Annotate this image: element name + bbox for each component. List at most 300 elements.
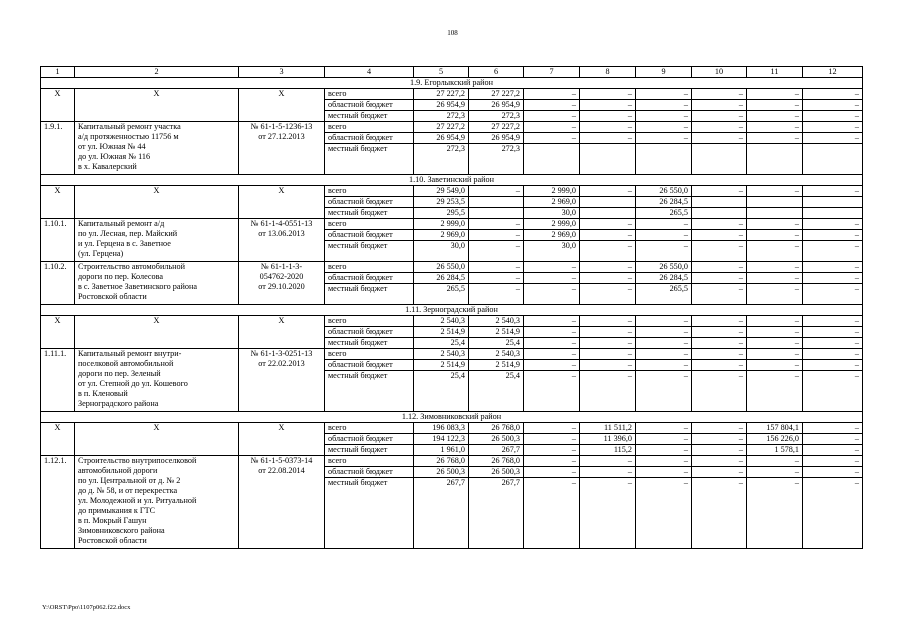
amount-cell: – [469, 262, 524, 273]
row-number: Х [41, 89, 75, 122]
amount-cell [803, 144, 863, 175]
row-number: Х [41, 316, 75, 349]
amount-cell: – [580, 327, 636, 338]
amount-cell: – [692, 89, 747, 100]
column-header: 3 [239, 67, 325, 78]
section-row [41, 412, 863, 423]
row-number: 1.12.1. [41, 456, 75, 549]
amount-cell: – [803, 89, 863, 100]
amount-cell: – [524, 316, 580, 327]
object-name: Капитальный ремонт а/д по ул. Лесная, пер. Майский и ул. Герцена в с. Заветное (ул. Герцена) [75, 219, 239, 262]
amount-cell: 2 540,3 [414, 349, 469, 360]
amount-cell: – [747, 262, 803, 273]
amount-cell: – [524, 478, 580, 549]
amount-cell: – [524, 111, 580, 122]
amount-cell: – [580, 284, 636, 305]
amount-cell [747, 197, 803, 208]
amount-cell: – [692, 445, 747, 456]
amount-cell: – [636, 434, 692, 445]
amount-cell: 267,7 [469, 478, 524, 549]
column-header: 7 [524, 67, 580, 78]
budget-table [40, 66, 863, 549]
amount-cell: 26 954,9 [414, 133, 469, 144]
amount-cell [747, 208, 803, 219]
amount-cell: 115,2 [580, 445, 636, 456]
budget-source: местный бюджет [325, 445, 414, 456]
amount-cell: – [692, 273, 747, 284]
amount-cell: – [524, 434, 580, 445]
amount-cell: – [524, 360, 580, 371]
amount-cell: – [692, 133, 747, 144]
table-row [41, 219, 863, 230]
amount-cell: – [524, 338, 580, 349]
amount-cell: – [747, 360, 803, 371]
budget-source: местный бюджет [325, 338, 414, 349]
amount-cell: 27 227,2 [414, 122, 469, 133]
amount-cell: – [803, 467, 863, 478]
amount-cell: – [747, 478, 803, 549]
amount-cell: – [803, 230, 863, 241]
document-number: Х [239, 89, 325, 122]
budget-source: областной бюджет [325, 230, 414, 241]
budget-source: областной бюджет [325, 133, 414, 144]
amount-cell: 272,3 [469, 144, 524, 175]
amount-cell [692, 197, 747, 208]
amount-cell: – [747, 316, 803, 327]
amount-cell: 2 514,9 [469, 327, 524, 338]
amount-cell: 2 969,0 [414, 230, 469, 241]
amount-cell: 2 969,0 [524, 197, 580, 208]
document-number: № 61-1-5-1236-13 от 27.12.2013 [239, 122, 325, 175]
amount-cell: – [803, 100, 863, 111]
amount-cell: 157 804,1 [747, 423, 803, 434]
amount-cell: – [692, 219, 747, 230]
amount-cell: – [580, 371, 636, 412]
amount-cell: – [636, 371, 692, 412]
amount-cell: 26 500,3 [414, 467, 469, 478]
table-row [41, 456, 863, 467]
amount-cell: – [747, 100, 803, 111]
column-header: 10 [692, 67, 747, 78]
amount-cell: 156 226,0 [747, 434, 803, 445]
section-row [41, 305, 863, 316]
budget-source: областной бюджет [325, 434, 414, 445]
amount-cell: 267,7 [414, 478, 469, 549]
amount-cell: – [803, 262, 863, 273]
object-name: Х [75, 423, 239, 456]
amount-cell: – [692, 338, 747, 349]
amount-cell: 26 550,0 [414, 262, 469, 273]
amount-cell: – [803, 219, 863, 230]
row-number: 1.11.1. [41, 349, 75, 412]
amount-cell: 11 511,2 [580, 423, 636, 434]
section-title: 1.12. Зимовниковский район [41, 412, 863, 423]
page-number: 108 [447, 29, 458, 37]
amount-cell: 2 540,3 [469, 349, 524, 360]
amount-cell: – [636, 241, 692, 262]
amount-cell: – [747, 133, 803, 144]
amount-cell: – [747, 467, 803, 478]
budget-source: всего [325, 349, 414, 360]
amount-cell: – [692, 478, 747, 549]
amount-cell: – [692, 456, 747, 467]
amount-cell: – [580, 89, 636, 100]
amount-cell [524, 144, 580, 175]
amount-cell [692, 208, 747, 219]
table-row [41, 316, 863, 327]
amount-cell: – [580, 316, 636, 327]
column-header: 6 [469, 67, 524, 78]
footer-file-path: Y:\ORST\Ppo\1107p062.f22.docx [42, 604, 131, 611]
amount-cell: – [636, 316, 692, 327]
amount-cell: – [747, 273, 803, 284]
amount-cell: – [692, 327, 747, 338]
amount-cell: – [580, 273, 636, 284]
amount-cell: – [692, 360, 747, 371]
amount-cell: 2 514,9 [469, 360, 524, 371]
document-number: № 61-1-5-0373-14 от 22.08.2014 [239, 456, 325, 549]
amount-cell: – [580, 262, 636, 273]
amount-cell: – [747, 338, 803, 349]
amount-cell: – [803, 349, 863, 360]
amount-cell: – [747, 122, 803, 133]
amount-cell: – [803, 316, 863, 327]
object-name: Капитальный ремонт участка а/д протяженностью 11756 м от ул. Южная № 44 до ул. Южная № 116 в х. Кавалерский [75, 122, 239, 175]
row-number: 1.9.1. [41, 122, 75, 175]
row-number: 1.10.2. [41, 262, 75, 305]
amount-cell: – [580, 349, 636, 360]
amount-cell: – [469, 241, 524, 262]
amount-cell: – [692, 349, 747, 360]
amount-cell: – [636, 327, 692, 338]
amount-cell: 2 969,0 [524, 230, 580, 241]
budget-source: местный бюджет [325, 241, 414, 262]
column-header: 11 [747, 67, 803, 78]
amount-cell: – [469, 186, 524, 197]
amount-cell: – [692, 284, 747, 305]
amount-cell: – [580, 456, 636, 467]
budget-source: всего [325, 456, 414, 467]
amount-cell: 25,4 [414, 371, 469, 412]
amount-cell [469, 197, 524, 208]
amount-cell: – [524, 273, 580, 284]
amount-cell: – [524, 327, 580, 338]
amount-cell: 30,0 [524, 241, 580, 262]
amount-cell [580, 144, 636, 175]
budget-source: местный бюджет [325, 478, 414, 549]
budget-source: всего [325, 262, 414, 273]
amount-cell: – [469, 273, 524, 284]
amount-cell: – [636, 456, 692, 467]
amount-cell: – [580, 133, 636, 144]
amount-cell: 1 578,1 [747, 445, 803, 456]
amount-cell: – [692, 262, 747, 273]
amount-cell: – [580, 186, 636, 197]
amount-cell: 26 768,0 [469, 456, 524, 467]
table-row [41, 89, 863, 100]
amount-cell: – [803, 241, 863, 262]
amount-cell: 26 550,0 [636, 186, 692, 197]
document-number: № 61-1-4-0551-13 от 13.06.2013 [239, 219, 325, 262]
section-row [41, 175, 863, 186]
amount-cell: – [747, 371, 803, 412]
budget-source: всего [325, 219, 414, 230]
amount-cell: 27 227,2 [469, 89, 524, 100]
document-number: Х [239, 186, 325, 219]
amount-cell: – [692, 467, 747, 478]
amount-cell: – [636, 467, 692, 478]
amount-cell: – [803, 122, 863, 133]
amount-cell: – [524, 284, 580, 305]
amount-cell: – [692, 434, 747, 445]
amount-cell: 26 954,9 [469, 133, 524, 144]
section-row [41, 78, 863, 89]
amount-cell: 2 999,0 [524, 186, 580, 197]
budget-source: местный бюджет [325, 371, 414, 412]
amount-cell: – [580, 360, 636, 371]
document-number: № 61-1-3-0251-13 от 22.02.2013 [239, 349, 325, 412]
amount-cell [803, 208, 863, 219]
amount-cell: 194 122,3 [414, 434, 469, 445]
amount-cell: 26 954,9 [469, 100, 524, 111]
object-name: Х [75, 186, 239, 219]
amount-cell: – [580, 230, 636, 241]
amount-cell: 2 514,9 [414, 360, 469, 371]
amount-cell: – [692, 111, 747, 122]
amount-cell: – [692, 371, 747, 412]
amount-cell: – [636, 111, 692, 122]
budget-source: местный бюджет [325, 144, 414, 175]
amount-cell: – [636, 89, 692, 100]
amount-cell: 265,5 [636, 284, 692, 305]
object-name: Строительство внутрипоселковой автомобильной дороги по ул. Центральной от д. № 2 до д. № 58, и от перекрестка ул. Молодежной и ул. Ритуальной до примыкания к ГТС в п. Мокрый Гашун Зимовниковского района Ростовской области [75, 456, 239, 549]
amount-cell: 26 550,0 [636, 262, 692, 273]
object-name: Капитальный ремонт внутри- поселковой автомобильной дороги по пер. Зеленый от ул. Степной до ул. Кошевого в п. Кленовый Зерноградского района [75, 349, 239, 412]
amount-cell: – [636, 445, 692, 456]
amount-cell: – [469, 230, 524, 241]
amount-cell: – [524, 89, 580, 100]
amount-cell: – [747, 111, 803, 122]
amount-cell: 29 253,5 [414, 197, 469, 208]
amount-cell: – [524, 371, 580, 412]
amount-cell [580, 197, 636, 208]
amount-cell: – [636, 349, 692, 360]
budget-source: всего [325, 316, 414, 327]
amount-cell: – [803, 371, 863, 412]
amount-cell: – [803, 434, 863, 445]
amount-cell: – [692, 316, 747, 327]
amount-cell: – [636, 338, 692, 349]
amount-cell: – [636, 478, 692, 549]
amount-cell: 26 954,9 [414, 100, 469, 111]
budget-source: местный бюджет [325, 284, 414, 305]
row-number: Х [41, 423, 75, 456]
amount-cell: – [803, 133, 863, 144]
amount-cell: 2 540,3 [469, 316, 524, 327]
amount-cell: 27 227,2 [414, 89, 469, 100]
amount-cell: – [803, 360, 863, 371]
amount-cell: – [524, 349, 580, 360]
amount-cell: 267,7 [469, 445, 524, 456]
amount-cell [803, 197, 863, 208]
amount-cell: 265,5 [414, 284, 469, 305]
amount-cell: – [747, 241, 803, 262]
amount-cell: 25,4 [469, 338, 524, 349]
amount-cell: 295,5 [414, 208, 469, 219]
amount-cell: 26 500,3 [469, 467, 524, 478]
header-row [41, 67, 863, 78]
amount-cell [692, 144, 747, 175]
amount-cell: – [692, 241, 747, 262]
table-row [41, 186, 863, 197]
table-row [41, 262, 863, 273]
row-number: 1.10.1. [41, 219, 75, 262]
amount-cell: – [747, 186, 803, 197]
budget-source: всего [325, 89, 414, 100]
amount-cell: – [636, 122, 692, 133]
amount-cell: – [803, 111, 863, 122]
amount-cell: – [747, 349, 803, 360]
column-header: 9 [636, 67, 692, 78]
amount-cell: – [803, 478, 863, 549]
amount-cell: – [692, 122, 747, 133]
amount-cell: – [803, 186, 863, 197]
amount-cell: – [747, 456, 803, 467]
table-row [41, 349, 863, 360]
budget-source: областной бюджет [325, 467, 414, 478]
amount-cell: – [580, 241, 636, 262]
column-header: 4 [325, 67, 414, 78]
amount-cell: 29 549,0 [414, 186, 469, 197]
amount-cell: – [636, 133, 692, 144]
budget-source: всего [325, 186, 414, 197]
column-header: 12 [803, 67, 863, 78]
amount-cell [636, 144, 692, 175]
amount-cell: – [636, 230, 692, 241]
amount-cell [580, 208, 636, 219]
column-header: 2 [75, 67, 239, 78]
amount-cell: 26 768,0 [414, 456, 469, 467]
amount-cell: – [580, 478, 636, 549]
amount-cell: – [580, 219, 636, 230]
amount-cell: 196 083,3 [414, 423, 469, 434]
amount-cell: 26 284,5 [636, 197, 692, 208]
amount-cell: – [524, 133, 580, 144]
amount-cell: 1 961,0 [414, 445, 469, 456]
budget-source: областной бюджет [325, 327, 414, 338]
amount-cell: – [580, 338, 636, 349]
amount-cell: 30,0 [524, 208, 580, 219]
object-name: Строительство автомобильной дороги по пер. Колесова в с. Заветное Заветинского района Ростовской области [75, 262, 239, 305]
budget-source: областной бюджет [325, 360, 414, 371]
amount-cell: – [803, 456, 863, 467]
amount-cell: 11 396,0 [580, 434, 636, 445]
amount-cell: – [692, 230, 747, 241]
amount-cell: – [580, 100, 636, 111]
amount-cell: 25,4 [469, 371, 524, 412]
budget-source: всего [325, 122, 414, 133]
amount-cell: 26 284,5 [414, 273, 469, 284]
amount-cell [747, 144, 803, 175]
amount-cell: – [692, 186, 747, 197]
document-number: Х [239, 423, 325, 456]
amount-cell: 2 999,0 [414, 219, 469, 230]
amount-cell: – [524, 467, 580, 478]
amount-cell: 26 284,5 [636, 273, 692, 284]
object-name: Х [75, 89, 239, 122]
section-title: 1.11. Зерноградский район [41, 305, 863, 316]
amount-cell: 25,4 [414, 338, 469, 349]
amount-cell: – [803, 445, 863, 456]
object-name: Х [75, 316, 239, 349]
table-row [41, 423, 863, 434]
amount-cell: 2 999,0 [524, 219, 580, 230]
amount-cell: – [747, 327, 803, 338]
amount-cell: – [747, 230, 803, 241]
amount-cell: – [803, 338, 863, 349]
budget-source: областной бюджет [325, 197, 414, 208]
amount-cell: – [524, 100, 580, 111]
budget-source: областной бюджет [325, 100, 414, 111]
amount-cell: – [636, 423, 692, 434]
document-number: № 61-1-1-3- 054762-2020 от 29.10.2020 [239, 262, 325, 305]
column-header: 1 [41, 67, 75, 78]
table-row [41, 122, 863, 133]
amount-cell: 30,0 [414, 241, 469, 262]
budget-source: всего [325, 423, 414, 434]
amount-cell: – [580, 111, 636, 122]
amount-cell: – [636, 100, 692, 111]
amount-cell: 272,3 [414, 144, 469, 175]
amount-cell: – [747, 219, 803, 230]
amount-cell: – [580, 467, 636, 478]
budget-source: областной бюджет [325, 273, 414, 284]
amount-cell: 265,5 [636, 208, 692, 219]
amount-cell: 26 500,3 [469, 434, 524, 445]
amount-cell: 2 514,9 [414, 327, 469, 338]
budget-source: местный бюджет [325, 208, 414, 219]
column-header: 8 [580, 67, 636, 78]
amount-cell: – [636, 360, 692, 371]
amount-cell: – [524, 445, 580, 456]
amount-cell: – [747, 284, 803, 305]
amount-cell: – [580, 122, 636, 133]
amount-cell: 272,3 [414, 111, 469, 122]
amount-cell: – [747, 89, 803, 100]
budget-source: местный бюджет [325, 111, 414, 122]
amount-cell: – [692, 100, 747, 111]
amount-cell: – [803, 284, 863, 305]
section-title: 1.9. Егорлыкский район [41, 78, 863, 89]
amount-cell: – [469, 219, 524, 230]
amount-cell: – [524, 262, 580, 273]
amount-cell: 2 540,3 [414, 316, 469, 327]
amount-cell: – [692, 423, 747, 434]
column-header: 5 [414, 67, 469, 78]
document-number: Х [239, 316, 325, 349]
row-number: Х [41, 186, 75, 219]
amount-cell: – [636, 219, 692, 230]
amount-cell: 26 768,0 [469, 423, 524, 434]
amount-cell [469, 208, 524, 219]
amount-cell: – [803, 273, 863, 284]
amount-cell: 272,3 [469, 111, 524, 122]
amount-cell: – [524, 122, 580, 133]
amount-cell: – [469, 284, 524, 305]
section-title: 1.10. Заветинский район [41, 175, 863, 186]
amount-cell: – [803, 327, 863, 338]
amount-cell: – [524, 456, 580, 467]
